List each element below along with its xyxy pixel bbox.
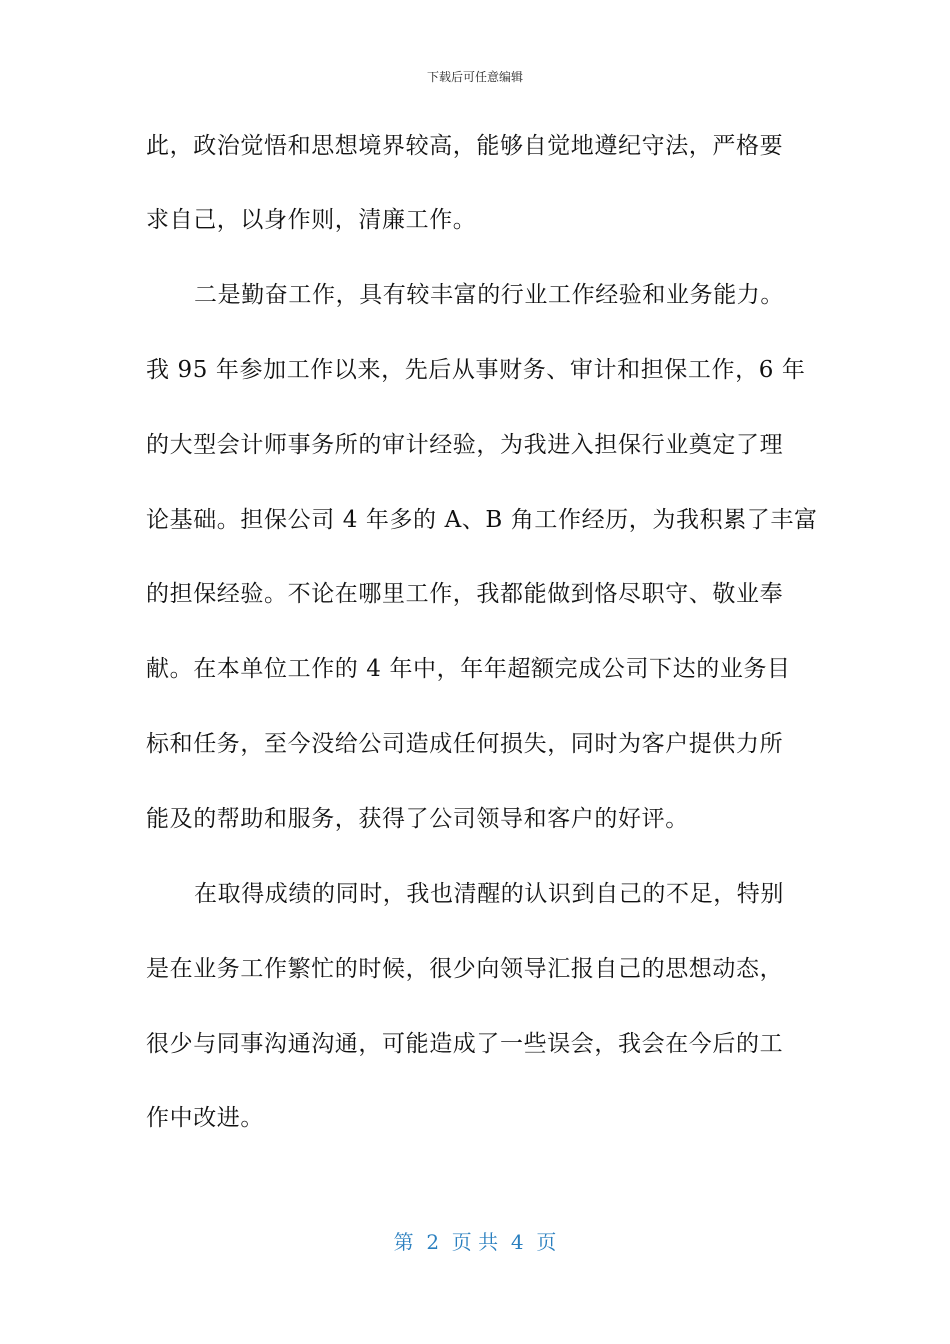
body-line-5: 的大型会计师事务所的审计经验，为我进入担保行业奠定了理 [146,432,784,458]
body-line-12: 是在业务工作繁忙的时候，很少向领导汇报自己的思想动态， [146,956,784,982]
body-line-1: 此，政治觉悟和思想境界较高，能够自觉地遵纪守法，严格要 [146,133,784,159]
page-header-note: 下载后可任意编辑 [426,70,523,84]
body-line-11: 在取得成绩的同时，我也清醒的认识到自己的不足，特别 [194,881,784,907]
body-line-8: 献。在本单位工作的 4 年中，年年超额完成公司下达的业务目 [146,656,791,682]
body-line-14: 作中改进。 [146,1105,264,1131]
body-line-10: 能及的帮助和服务，获得了公司领导和客户的好评。 [146,806,689,832]
body-line-6: 论基础。担保公司 4 年多的 A、B 角工作经历，为我积累了丰富 [146,507,818,533]
body-line-2: 求自己，以身作则，清廉工作。 [146,207,477,233]
body-line-13: 很少与同事沟通沟通，可能造成了一些误会，我会在今后的工 [146,1031,784,1057]
body-line-3: 二是勤奋工作，具有较丰富的行业工作经验和业务能力。 [194,282,784,308]
page-number-footer: 第 2 页 共 4 页 [393,1230,557,1254]
body-line-7: 的担保经验。不论在哪里工作，我都能做到恪尽职守、敬业奉 [146,581,784,607]
body-line-4: 我 95 年参加工作以来，先后从事财务、审计和担保工作，6 年 [146,357,806,383]
body-line-9: 标和任务，至今没给公司造成任何损失，同时为客户提供力所 [146,731,784,757]
